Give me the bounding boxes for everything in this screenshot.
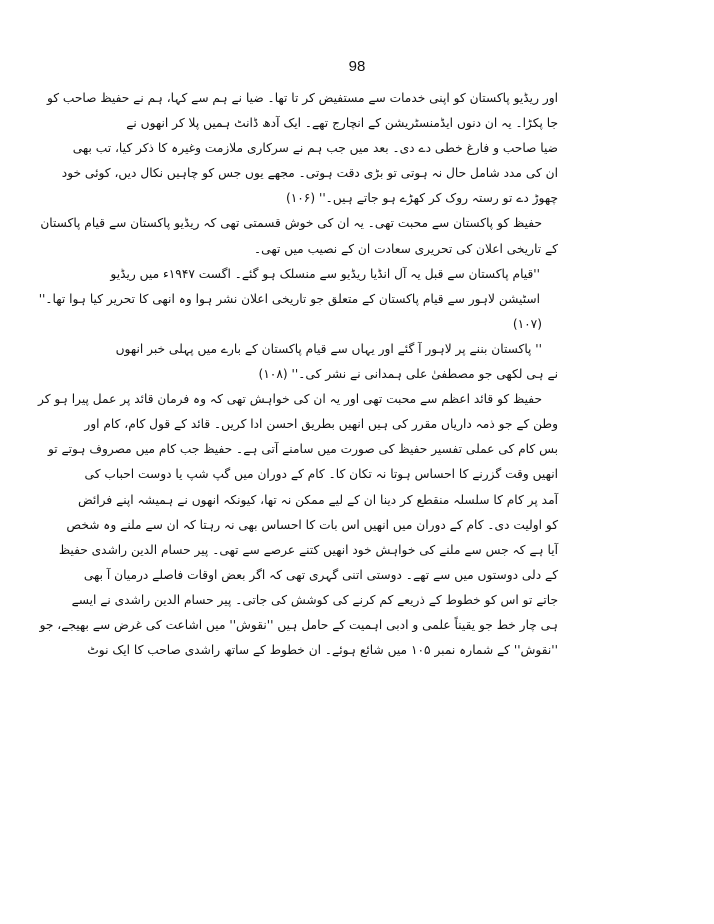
paragraph-line: جا پکڑا۔ یہ ان دنوں ایڈمنسٹریشن کے انچارج تھے۔ ایک آدھ ڈانٹ ہمیں پلا کر انھوں نے xyxy=(126,116,558,131)
paragraph-line: ان کی مدد شامل حال نہ ہوتی تو بڑی دقت ہوتی۔ مجھے یوں جس کو چاہیں نکال دیں، کوئی خود xyxy=(61,166,558,181)
paragraph-line: بس کام کی عملی تفسیر حفیظ کی صورت میں سامنے آتی ہے۔ حفیظ جب کام میں مصروف ہوتے تو xyxy=(47,442,558,457)
paragraph-line: ہی چار خط جو یقیناً علمی و ادبی اہمیت کے حامل ہیں ''نقوش'' میں اشاعت کی غرض سے بھیجے، جو xyxy=(39,617,558,632)
paragraph-line: اور ریڈیو پاکستان کو اپنی خدمات سے مستفیض کر تا تھا۔ ضیا نے ہم سے کہا، ہم نے حفیظ صاحب کو xyxy=(46,91,558,105)
quote-line: اسٹیشن لاہور سے قیام پاکستان کے متعلق جو تاریخی اعلان نشر ہوا وہ انھی کا تحریر کیا ہوا تھا۔'' xyxy=(38,291,540,306)
page-number: 98 xyxy=(348,58,366,75)
citation-reference: (۱۰۷) xyxy=(512,316,542,331)
paragraph-line: کے تاریخی اعلان کی تحریری سعادت ان کے نصیب میں تھی۔ xyxy=(254,241,558,256)
paragraph-line: نے ہی لکھی جو مصطفیٰ علی ہمدانی نے نشر کی۔'' (۱۰۸) xyxy=(258,367,558,382)
paragraph-line: کے دلی دوستوں میں سے تھے۔ دوستی اتنی گہری تھی کہ اگر بعض اوقات فاصلے درمیان آ بھی xyxy=(83,567,558,582)
paragraph-line: آمد پر کام کا سلسلہ منقطع کر دینا ان کے لیے ممکن نہ تھا، کیونکہ انھوں نے ہمیشہ اپنے فرائض xyxy=(77,492,558,507)
paragraph-line: آیا ہے کہ جس سے ملنے کی خواہش خود انھیں کتنے عرصے سے تھی۔ پیر حسام الدین راشدی حفیظ xyxy=(58,542,558,557)
paragraph-line: '' پاکستان بننے پر لاہور آ گئے اور یہاں سے قیام پاکستان کے بارے میں پہلی خبر انھوں xyxy=(115,341,542,356)
body-text xyxy=(38,86,558,663)
quote-line: ''قیام پاکستان سے قبل یہ آل انڈیا ریڈیو سے منسلک ہو گئے۔ اگست ۱۹۴۷ء میں ریڈیو xyxy=(110,266,540,281)
paragraph-line: حفیظ کو پاکستان سے محبت تھی۔ یہ ان کی خوش قسمتی تھی کہ ریڈیو پاکستان سے قیام پاکستان xyxy=(40,216,542,231)
paragraph-line: انھیں وقت گزرنے کا احساس ہوتا نہ تکان کا۔ کام کے دوران میں گپ شپ یا دوست احباب کی xyxy=(84,467,558,482)
paragraph-line: حفیظ کو قائد اعظم سے محبت تھی اور یہ ان کی خواہش تھی کہ وہ فرمان قائد پر عمل پیرا ہو کر xyxy=(38,392,542,407)
paragraph-line: چھوڑ دے تو رستہ روک کر کھڑے ہو جاتے ہیں۔'' (۱۰۶) xyxy=(285,191,558,206)
paragraph-line: وطن کے جو ذمہ داریاں مقرر کی ہیں انھیں بطریق احسن ادا کریں۔ قائد کے قول کام، کام اور xyxy=(84,417,558,432)
paragraph-line: ''نقوش'' کے شمارہ نمبر ۱۰۵ میں شائع ہوئے۔ ان خطوط کے ساتھ راشدی صاحب کا ایک نوٹ xyxy=(87,643,558,658)
paragraph-line: ضیا صاحب و فارغ خطی دے دی۔ بعد میں جب ہم نے سرکاری ملازمت وغیرہ کا ذکر کیا، تب بھی xyxy=(72,141,558,156)
paragraph-line: جاتے تو اس کو خطوط کے ذریعے کم کرنے کی کوشش کی جاتی۔ پیر حسام الدین راشدی نے ایسے xyxy=(71,592,558,607)
paragraph-line: کو اولیت دی۔ کام کے دوران میں انھیں اس بات کا احساس بھی نہ رہتا کہ ان سے ملنے وہ شخص xyxy=(66,517,558,532)
